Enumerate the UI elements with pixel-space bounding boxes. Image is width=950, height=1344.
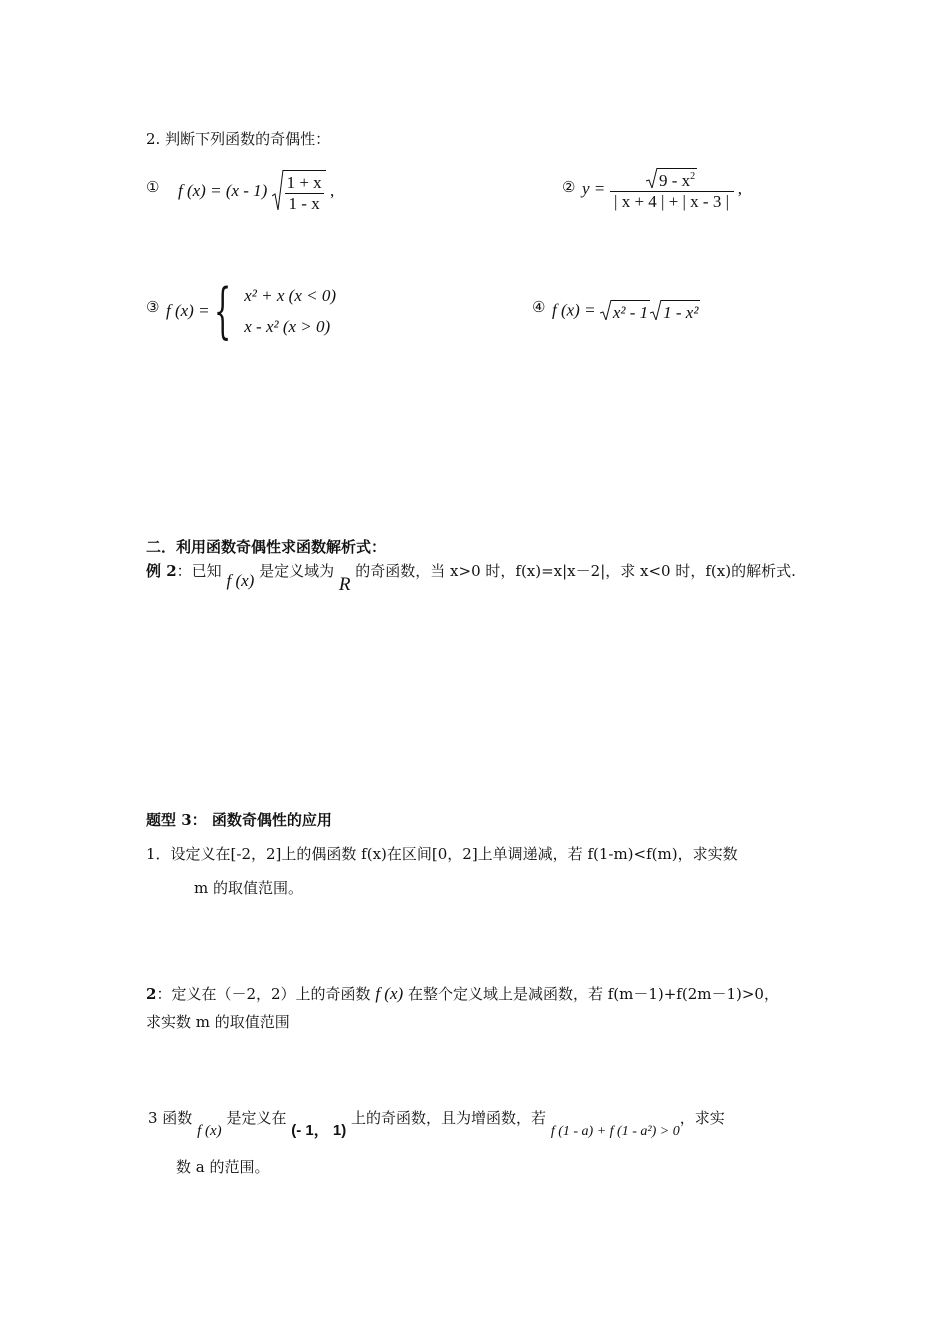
problem-3-line-2: 数 a 的范围。 xyxy=(176,1158,270,1176)
problem-3-line-1 xyxy=(148,1107,725,1139)
problem-3-text-b: 是定义在 xyxy=(226,1109,287,1127)
problem-3-inequality: f (1 - a) + f (1 - a²) > 0 xyxy=(550,1124,680,1139)
problem-2-line-2: 求实数 m 的取值范围 xyxy=(146,1013,290,1031)
item-3-case-2: x - x² (x > 0) xyxy=(244,317,331,336)
example-2-rest: 的奇函数，当 x>0 时，f(x)=x|x－2|，求 x<0 时，f(x)的解析式. xyxy=(355,562,796,580)
item-2-fraction xyxy=(610,168,734,212)
item-4-sqrt-1 xyxy=(600,300,650,323)
problem-1-line-2: m 的取值范围。 xyxy=(194,879,303,897)
radical-icon xyxy=(646,168,658,188)
problem-3-interval: (- 1， 1) xyxy=(291,1122,347,1139)
section-2-title: 二．利用函数奇偶性求函数解析式： xyxy=(146,538,387,556)
item-3-marker: ③ xyxy=(146,298,160,316)
item-2-radicand: 9 - x xyxy=(658,171,691,190)
item-4-radicand-2: 1 - x² xyxy=(661,300,700,323)
item-3-case-1: x² + x (x < 0) xyxy=(244,286,336,305)
item-4-formula xyxy=(552,300,700,323)
item-2-numerator xyxy=(610,168,734,191)
radical-icon xyxy=(650,300,662,320)
problem-2-fx: f (x) xyxy=(375,984,404,1003)
example-2-line xyxy=(146,560,796,595)
item-1-denominator: 1 - x xyxy=(285,193,324,214)
item-1-comma: , xyxy=(329,180,335,200)
item-1-lhs: f (x) = (x - 1) xyxy=(178,180,268,200)
radical-icon xyxy=(600,300,612,320)
item-3-formula xyxy=(166,276,336,346)
problem-2-text-a: ：定义在（－2，2）上的奇函数 xyxy=(156,985,371,1003)
example-2-label: 例 2 xyxy=(146,562,177,580)
example-2-mid: 是定义域为 xyxy=(259,562,335,580)
problem-2-label: 2 xyxy=(146,985,157,1003)
example-2-colon: ：已知 xyxy=(176,562,222,580)
item-1-sqrt xyxy=(272,170,326,214)
item-4-radicand-1: x² - 1 xyxy=(611,300,650,323)
item-1-numerator: 1 + x xyxy=(286,173,322,192)
problem-3-text-d: ，求实 xyxy=(679,1109,725,1127)
problem-2-line-1 xyxy=(146,983,779,1004)
item-2-formula xyxy=(582,168,742,212)
item-2-exponent: 2 xyxy=(690,171,696,182)
item-3-cases xyxy=(244,280,336,342)
example-2-fx: f (x) xyxy=(226,571,255,590)
radical-icon xyxy=(272,170,284,210)
item-4-lhs: f (x) = xyxy=(552,300,596,320)
item-1-formula xyxy=(178,170,334,214)
example-2-R: R xyxy=(338,574,351,595)
item-2-marker: ② xyxy=(562,178,576,196)
item-4-sqrt-2 xyxy=(650,300,700,323)
item-1-fraction xyxy=(285,173,324,214)
type-3-title: 题型 3： 函数奇偶性的应用 xyxy=(146,811,332,829)
item-3-lhs: f (x) = xyxy=(166,301,210,320)
left-brace-icon: { xyxy=(213,276,231,346)
item-2-denominator: | x + 4 | + | x - 3 | xyxy=(610,191,734,212)
problem-3-fx: f (x) xyxy=(197,1123,222,1139)
problem-3-text-c: 上的奇函数，且为增函数，若 xyxy=(351,1109,547,1127)
item-4-marker: ④ xyxy=(532,298,546,316)
problem-2-text-b: 在整个定义域上是减函数，若 f(m－1)+f(2m－1)>0， xyxy=(407,985,779,1003)
item-2-comma: , xyxy=(737,178,743,198)
question-2-heading: 2. 判断下列函数的奇偶性： xyxy=(146,130,331,148)
problem-1-line-1: 1．设定义在[-2，2]上的偶函数 f(x)在区间[0，2]上单调递减，若 f(1-m)<f(m)，求实数 xyxy=(146,845,738,863)
item-2-lhs: y = xyxy=(582,178,606,198)
problem-3-text-a: 3 函数 xyxy=(148,1109,193,1127)
item-1-marker: ① xyxy=(146,178,160,196)
